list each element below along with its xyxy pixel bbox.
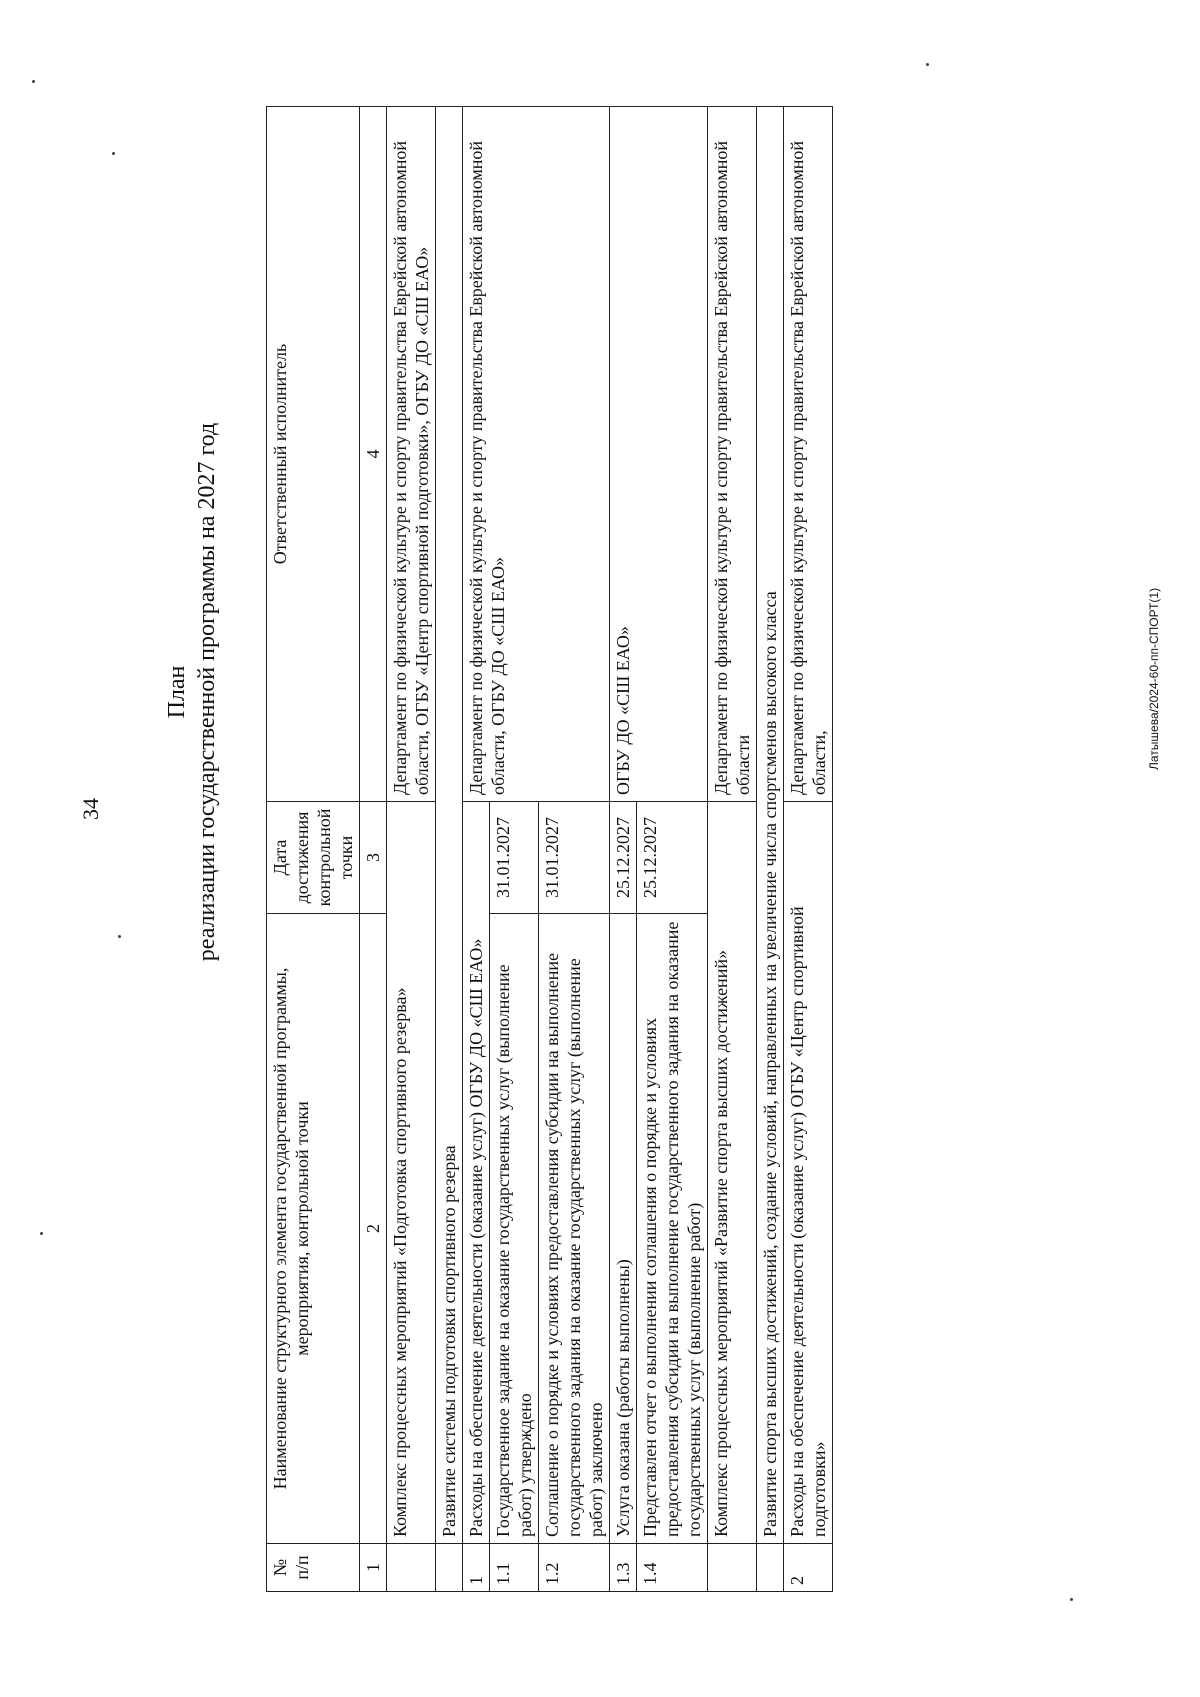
document-id-footer: Латышева/2024-60-пп-СПОРТ(1) <box>1147 587 1161 770</box>
section-title: Развитие спорта высших достижений, создание условий, направленных на увеличение числа спортсменов высокого класса <box>757 107 784 1544</box>
col-number-1: 1 <box>360 1544 387 1592</box>
row-number: 1.3 <box>610 1544 637 1592</box>
row-executor: ОГБУ ДО «СШ ЕАО» <box>610 107 708 802</box>
row-number: 1.1 <box>490 1544 539 1592</box>
row-number: 1.2 <box>539 1544 610 1592</box>
scan-speck <box>1070 1598 1073 1601</box>
page-number: 34 <box>78 798 103 820</box>
scan-speck <box>32 80 35 83</box>
table-row <box>463 107 490 1592</box>
row-name: Расходы на обеспечение деятельности (оказание услуг) ОГБУ ДО «СШ ЕАО» <box>463 802 490 1544</box>
header-executor: Ответственный исполнитель <box>267 107 360 802</box>
section-row <box>757 107 784 1592</box>
row-number <box>757 1544 784 1592</box>
header-date: Дата достижения контрольной точки <box>267 802 360 914</box>
row-name: Расходы на обеспечение деятельности (оказание услуг) ОГБУ «Центр спортивной подготовки» <box>784 802 833 1544</box>
row-name: Представлен отчет о выполнении соглашения о порядке и условиях предоставления субсидии на выполнение государственного задания на оказание государственных услуг (выполнение работ) <box>637 914 708 1544</box>
row-executor: Департамент по физической культуре и спорту правительства Еврейской автономной области, ОГБУ ДО «СШ ЕАО» <box>463 107 610 802</box>
row-number <box>436 1544 463 1592</box>
title-line-1: План <box>164 665 190 719</box>
table-row <box>708 107 757 1592</box>
row-name: Комплекс процессных мероприятий «Развитие спорта высших достижений» <box>708 802 757 1544</box>
table-row <box>610 107 637 1592</box>
col-number-4: 4 <box>360 107 387 802</box>
plan-table <box>266 106 833 1592</box>
row-number <box>708 1544 757 1592</box>
plan-table-container <box>266 107 833 1592</box>
col-number-3: 3 <box>360 802 387 914</box>
title-block <box>162 372 222 1012</box>
column-number-row <box>360 107 387 1592</box>
row-number: 1 <box>463 1544 490 1592</box>
row-number: 1.4 <box>637 1544 708 1592</box>
row-executor: Департамент по физической культуре и спорту правительства Еврейской автономной области, <box>784 107 833 802</box>
row-executor: Департамент по физической культуре и спорту правительства Еврейской автономной области, ОГБУ «Центр спортивной подготовки», ОГБУ ДО «СШ ЕАО» <box>387 107 436 802</box>
scan-speck <box>926 63 929 66</box>
row-date: 31.01.2027 <box>539 802 610 914</box>
row-name: Услуга оказана (работы выполнены) <box>610 914 637 1544</box>
header-number: № п/п <box>267 1544 360 1592</box>
section-row <box>436 107 463 1592</box>
scan-speck <box>112 152 115 155</box>
table-header-row <box>267 107 360 1592</box>
col-number-2: 2 <box>360 914 387 1544</box>
table-row <box>387 107 436 1592</box>
table-row <box>784 107 833 1592</box>
row-name: Соглашение о порядке и условиях предоставления субсидии на выполнение государственного задания на оказание государственных услуг (выполнение работ) заключено <box>539 914 610 1544</box>
row-date: 31.01.2027 <box>490 802 539 914</box>
row-executor: Департамент по физической культуре и спорту правительства Еврейской автономной области <box>708 107 757 802</box>
scan-speck <box>118 935 121 938</box>
section-title: Развитие системы подготовки спортивного резерва <box>436 107 463 1544</box>
title-line-2: реализации государственной программы на 2027 год <box>194 422 220 962</box>
row-number <box>387 1544 436 1592</box>
row-name: Комплекс процессных мероприятий «Подготовка спортивного резерва» <box>387 802 436 1544</box>
scan-speck <box>40 1232 43 1235</box>
row-name: Государственное задание на оказание государственных услуг (выполнение работ) утверждено <box>490 914 539 1544</box>
header-name: Наименование структурного элемента государственной программы, мероприятия, контрольной точки <box>267 914 360 1544</box>
row-number: 2 <box>784 1544 833 1592</box>
row-date: 25.12.2027 <box>637 802 708 914</box>
row-date: 25.12.2027 <box>610 802 637 914</box>
